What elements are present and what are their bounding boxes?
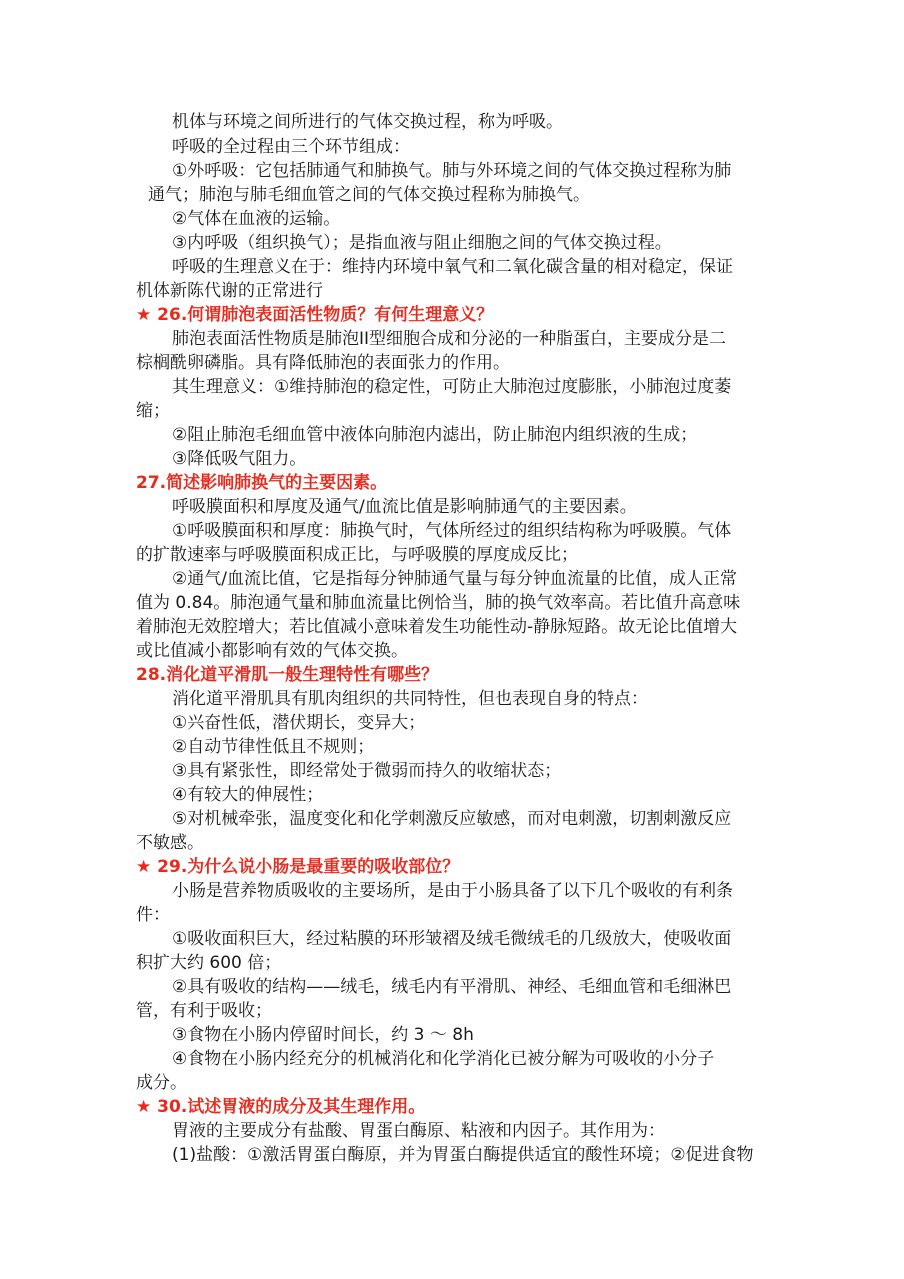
- line-13: ②阻止肺泡毛细血管中液体向肺泡内滤出，防止肺泡内组织液的生成；: [172, 425, 698, 445]
- line-35: 积扩大约 600 倍；: [136, 953, 282, 973]
- line-24: 消化道平滑肌具有肌肉组织的共同特性，但也表现自身的特点：: [172, 689, 648, 709]
- line-28: ④有较大的伸展性；: [172, 785, 324, 805]
- line-29: ⑤对机械牵张，温度变化和化学刺激反应敏感，而对电刺激，切割刺激反应: [172, 809, 732, 829]
- line-40: 成分。: [136, 1073, 187, 1093]
- line-22: 或比值减小都影响有效的气体交换。: [136, 641, 408, 661]
- line-9: 肺泡表面活性物质是肺泡II型细胞合成和分泌的一种脂蛋白，主要成分是二: [172, 329, 727, 349]
- line-14: ③降低吸气阻力。: [172, 449, 307, 469]
- line-33: 件：: [136, 905, 170, 925]
- line-10: 棕榈酰卵磷脂。具有降低肺泡的表面张力的作用。: [136, 353, 510, 373]
- line-1: 呼吸的全过程由三个环节组成：: [172, 137, 410, 157]
- line-17: ①呼吸膜面积和厚度：肺换气时，气体所经过的组织结构称为呼吸膜。气体: [172, 521, 732, 541]
- line-30: 不敏感。: [136, 833, 204, 853]
- line-0: 机体与环境之间所进行的气体交换过程，称为呼吸。: [172, 112, 563, 132]
- line-16: 呼吸膜面积和厚度及通气/血流比值是影响肺通气的主要因素。: [172, 497, 637, 517]
- line-18: 的扩散速率与呼吸膜面积成正比，与呼吸膜的厚度成反比；: [136, 545, 578, 565]
- line-3: 通气；肺泡与肺毛细血管之间的气体交换过程称为肺换气。: [148, 185, 590, 205]
- line-36: ②具有吸收的结构——绒毛，绒毛内有平滑肌、神经、毛细血管和毛细淋巴: [172, 977, 732, 997]
- line-11: 其生理意义：①维持肺泡的稳定性，可防止大肺泡过度膨胀，小肺泡过度萎: [172, 377, 732, 397]
- line-21: 着肺泡无效腔增大；若比值减小意味着发生功能性动-静脉短路。故无论比值增大: [136, 617, 738, 637]
- line-12: 缩；: [136, 401, 170, 421]
- line-34: ①吸收面积巨大，经过粘膜的环形皱褶及绒毛微绒毛的几级放大，使吸收面: [172, 929, 732, 949]
- line-41: ★ 30.试述胃液的成分及其生理作用。: [136, 1097, 426, 1117]
- line-38: ③食物在小肠内停留时间长，约 3 ～ 8h: [172, 1025, 474, 1045]
- line-5: ③内呼吸（组织换气）；是指血液与阻止细胞之间的气体交换过程。: [172, 233, 672, 253]
- line-20: 值为 0.84。肺泡通气量和肺血流量比例恰当，肺的换气效率高。若比值升高意味: [136, 593, 741, 613]
- line-19: ②通气/血流比值，它是指每分钟肺通气量与每分钟血流量的比值，成人正常: [172, 569, 737, 589]
- line-23: 28.消化道平滑肌一般生理特性有哪些？: [136, 665, 439, 685]
- line-26: ②自动节律性低且不规则；: [172, 737, 375, 757]
- line-15: 27.简述影响肺换气的主要因素。: [136, 473, 388, 493]
- line-27: ③具有紧张性，即经常处于微弱而持久的收缩状态；: [172, 761, 562, 781]
- line-39: ④食物在小肠内经充分的机械消化和化学消化已被分解为可吸收的小分子: [172, 1049, 715, 1069]
- line-7: 机体新陈代谢的正常进行: [136, 281, 323, 301]
- line-32: 小肠是营养物质吸收的主要场所，是由于小肠具备了以下几个吸收的有利条: [172, 881, 733, 901]
- line-25: ①兴奋性低，潜伏期长，变异大；: [172, 713, 426, 733]
- line-42: 胃液的主要成分有盐酸、胃蛋白酶原、粘液和内因子。其作用为：: [172, 1121, 665, 1141]
- line-37: 管，有利于吸收；: [136, 1001, 272, 1021]
- line-8: ★ 26.何谓肺泡表面活性物质？有何生理意义？: [136, 305, 494, 325]
- line-4: ②气体在血液的运输。: [172, 209, 341, 229]
- line-2: ①外呼吸：它包括肺通气和肺换气。肺与外环境之间的气体交换过程称为肺: [172, 161, 732, 181]
- line-43: (1)盐酸：①激活胃蛋白酶原，并为胃蛋白酶提供适宜的酸性环境；②促进食物: [172, 1145, 754, 1165]
- line-6: 呼吸的生理意义在于：维持内环境中氧气和二氧化碳含量的相对稳定，保证: [172, 257, 733, 277]
- line-31: ★ 29.为什么说小肠是最重要的吸收部位？: [136, 857, 460, 877]
